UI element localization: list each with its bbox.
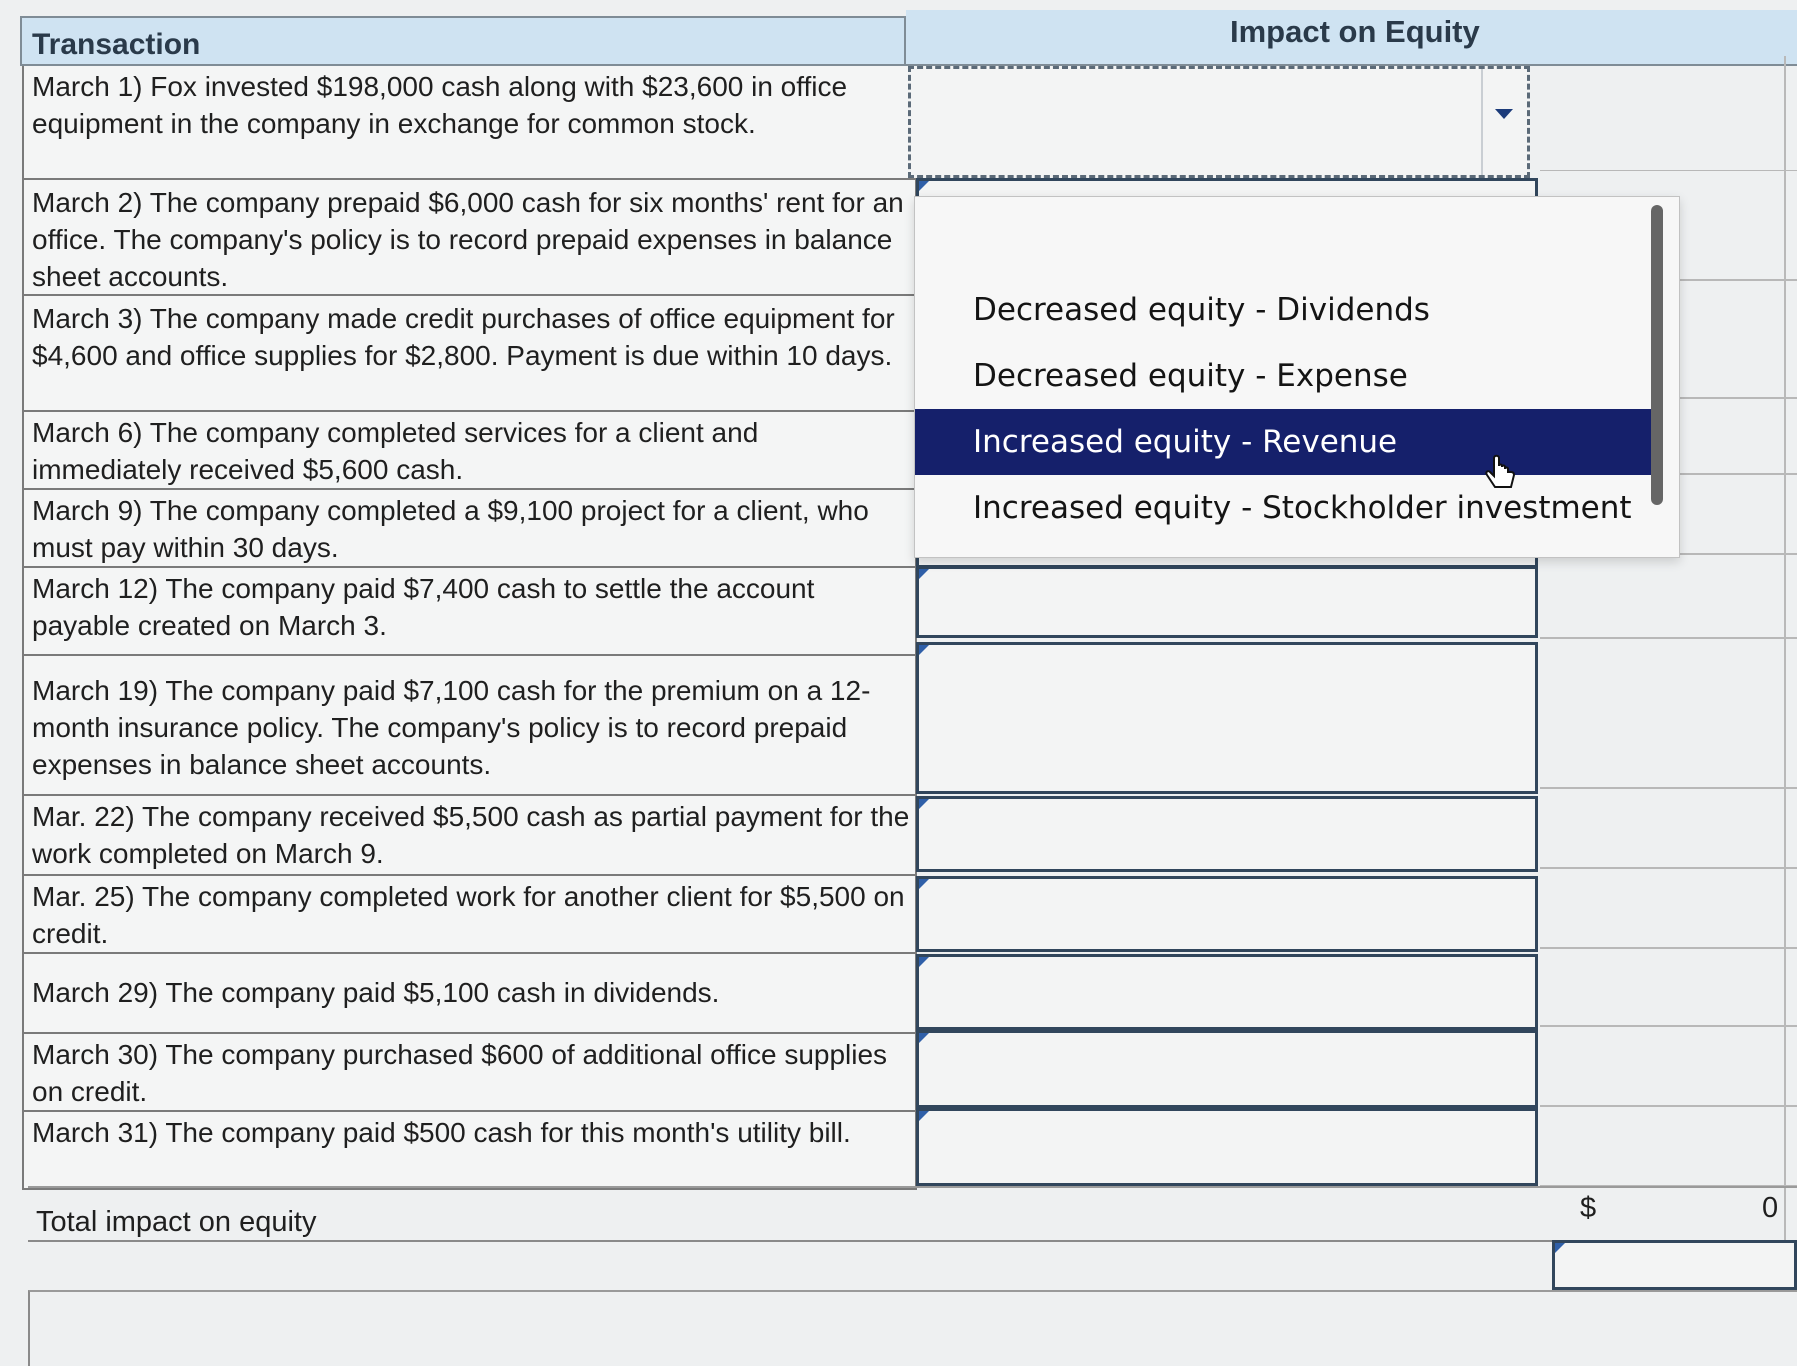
amount-column-cell [1540, 638, 1797, 788]
dropdown-corner-icon [919, 569, 929, 579]
transaction-row [22, 1112, 917, 1190]
impact-select-row-12[interactable] [916, 1108, 1538, 1186]
transaction-text: March 6) The company completed services for a client and immediately received $5,600 cash. [32, 417, 759, 485]
empty-row [28, 1290, 1797, 1366]
transaction-text: March 3) The company made credit purchases of office equipment for $4,600 and office supplies for $2,800. Payment is due within 10 days. [32, 303, 895, 371]
impact-dropdown-menu [914, 196, 1680, 558]
select-divider [1481, 69, 1483, 175]
chevron-down-icon[interactable] [1495, 109, 1513, 119]
dropdown-corner-icon [919, 799, 929, 809]
amount-column-cell [1540, 1106, 1797, 1186]
transaction-row [22, 1034, 917, 1112]
amount-column-cell [1540, 788, 1797, 868]
amount-column-cell [1540, 1026, 1797, 1106]
dropdown-corner-icon [919, 879, 929, 889]
impact-select-row-1[interactable] [908, 66, 1530, 178]
transaction-text: March 29) The company paid $5,100 cash in dividends. [32, 977, 720, 1008]
impact-header-label: Impact on Equity [1230, 14, 1480, 49]
transaction-text: March 19) The company paid $7,100 cash for the premium on a 12-month insurance policy. The company's policy is to record prepaid expenses in balance sheet accounts. [32, 675, 871, 780]
hand-cursor-icon [1480, 454, 1520, 494]
impact-select-row-9[interactable] [916, 876, 1538, 952]
transaction-text: March 30) The company purchased $600 of additional office supplies on credit. [32, 1039, 888, 1107]
option-decreased-dividends[interactable]: Decreased equity - Dividends [973, 292, 1430, 328]
dropdown-corner-icon [1555, 1243, 1565, 1253]
impact-select-row-11[interactable] [916, 1030, 1538, 1108]
transaction-row [22, 66, 917, 180]
transaction-header-label: Transaction [32, 28, 201, 61]
impact-column-header [906, 10, 1797, 66]
option-increased-revenue[interactable]: Increased equity - Revenue [915, 409, 1657, 475]
transaction-column-header [20, 16, 906, 66]
transaction-row [22, 656, 917, 796]
impact-select-row-8[interactable] [916, 796, 1538, 872]
transaction-row [22, 568, 917, 656]
transaction-text: March 31) The company paid $500 cash for this month's utility bill. [32, 1117, 851, 1148]
dropdown-corner-icon [919, 1111, 929, 1121]
transaction-text: March 9) The company completed a $9,100 project for a client, who must pay within 30 days. [32, 495, 869, 563]
dropdown-corner-icon [919, 1033, 929, 1043]
transaction-row [22, 412, 917, 490]
amount-column-cell [1540, 868, 1797, 948]
transaction-row [22, 490, 917, 568]
dropdown-corner-icon [919, 645, 929, 655]
transaction-row [22, 296, 917, 412]
option-decreased-expense[interactable]: Decreased equity - Expense [973, 358, 1408, 394]
transaction-text: March 2) The company prepaid $6,000 cash for six months' rent for an office. The company's policy is to record prepaid expenses in balance sheet accounts. [32, 187, 904, 292]
impact-select-row-10[interactable] [916, 954, 1538, 1030]
total-input-cell[interactable] [1552, 1240, 1797, 1290]
dropdown-scrollbar[interactable] [1651, 205, 1663, 505]
amount-column-cell [1540, 948, 1797, 1026]
impact-select-row-6[interactable] [916, 566, 1538, 638]
transaction-row [22, 180, 917, 296]
transaction-text: March 12) The company paid $7,400 cash to settle the account payable created on March 3. [32, 573, 815, 641]
transaction-text: Mar. 22) The company received $5,500 cash as partial payment for the work completed on March 9. [32, 801, 910, 869]
option-increased-stockholder-investment[interactable]: Increased equity - Stockholder investment [973, 490, 1632, 526]
amount-column-cell [1540, 554, 1797, 638]
transaction-row [22, 954, 917, 1034]
transaction-row [22, 876, 917, 954]
impact-select-row-7[interactable] [916, 642, 1538, 794]
transaction-text: Mar. 25) The company completed work for another client for $5,500 on credit. [32, 881, 905, 949]
column-divider [1784, 56, 1786, 1286]
transaction-row [22, 796, 917, 876]
dropdown-corner-icon [919, 957, 929, 967]
transaction-text: March 1) Fox invested $198,000 cash along with $23,600 in office equipment in the company in exchange for common stock. [32, 71, 848, 139]
total-value: 0 [1762, 1192, 1779, 1224]
total-currency: $ [1580, 1192, 1597, 1224]
total-label: Total impact on equity [36, 1206, 317, 1238]
dropdown-corner-icon [919, 181, 929, 191]
